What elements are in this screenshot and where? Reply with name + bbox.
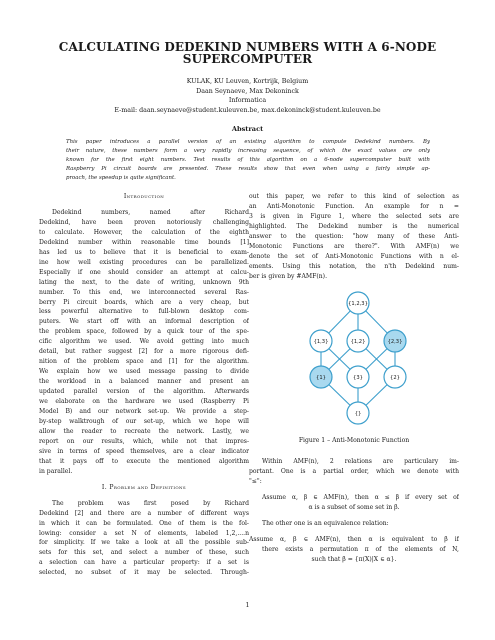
text-line: ber is given by #AMF(n). <box>249 272 328 280</box>
set-node-label: {3} <box>353 374 363 381</box>
text-line: by-step walktrough of our set-up, which we hope will <box>39 417 249 425</box>
text-line: denote the set of Anti-Monotonic Functions with n el- <box>249 252 459 260</box>
text-line: to calculate. However, the calculation of the eighth <box>39 228 249 236</box>
affiliation: KULAK, KU Leuven, Kortrijk, Belgium <box>186 78 309 85</box>
text-line: lating the next, to the date of writing, unknown 9th <box>39 278 249 286</box>
set-node-label: {1,2} <box>350 338 366 345</box>
text-line: portant. One is a partial order, which we denote with <box>249 467 459 475</box>
right-column-bottom <box>249 457 459 565</box>
text-line: answer to the question: "how many of these Anti- <box>249 232 459 240</box>
text-line: has led us to believe that it is beneficial to exam- <box>39 248 249 256</box>
abstract-line: Raspberry Pi circuit boards are presented. These results show that even when using a fairly simple ap- <box>66 165 430 172</box>
author-emails: E-mail: daan.seynaeve@student.kuleuven.be, max.dekoninck@student.kuleuven.be <box>114 106 381 114</box>
text-line: there exists a permutation π of the elements of N, <box>262 545 459 553</box>
abstract-line: their nature, these numbers form a very rapidly increasing sequence, of which the exact values are only <box>66 147 430 154</box>
anti-monotonic-function-diagram <box>299 285 417 435</box>
text-line: ements. Using this notation, the n'th Dedekind num- <box>249 262 459 270</box>
text-line: sive in terms of speed themselves, are a clear indicator <box>39 447 249 455</box>
abstract-heading: Abstract <box>231 125 264 133</box>
abstract-line: known for the first eight numbers. Test results of this algorithm on a 6-node supercomputer built with <box>66 156 430 163</box>
text-line: for simplicity. If we take a look at all the possible sub- <box>39 539 249 547</box>
text-line: lowing: consider a set N of elements, labeled 1,2,....n <box>39 529 249 537</box>
text-line: that it pays off to execute the mentioned algorithm <box>39 457 249 465</box>
title-line: SUPERCOMPUTER <box>182 52 313 66</box>
text-line: updated parallel version of the algorithm. Afterwards <box>39 388 249 396</box>
text-line: Dedekind numbers, named after Richard <box>52 208 249 216</box>
page-number: 1 <box>245 602 250 609</box>
set-node-label: {1,2,3} <box>348 300 368 307</box>
title-line: CALCULATING DEDEKIND NUMBERS WITH A 6-NODE <box>58 40 437 54</box>
text-line: a selection can have a particular property: if a set is <box>39 559 249 567</box>
text-line: Assume α, β ∈ AMF(n), then α ≤ β if every set of <box>262 493 459 501</box>
text-line: Dedekind, have been proven notoriously challenging <box>39 218 249 226</box>
text-line: Within AMF(n), 2 relations are particulary im- <box>262 458 459 465</box>
text-line: detail, but rather suggest [2] for a more rigorous defi- <box>39 348 249 356</box>
text-line: 3 is given in Figure 1, where the selected sets are <box>249 212 459 220</box>
section-heading: Introduction <box>123 193 165 200</box>
figure-caption: Figure 1 – Anti-Monotonic Function <box>298 437 410 444</box>
text-line: α is a subset of some set in β. <box>308 503 400 511</box>
text-line: Model B) and our network set-up. We provide a step- <box>39 408 249 416</box>
paper-title <box>40 41 455 65</box>
text-line: "≤": <box>249 477 262 485</box>
text-line: in which it can be formulated. One of them is the fol- <box>39 519 249 527</box>
section-heading: I. Problem and Definitions <box>101 483 187 491</box>
text-line: The problem was first posed by Richard <box>52 499 249 507</box>
text-line: report on our results, which, while not that impres- <box>39 437 249 445</box>
text-line: selected, no subset of it may be selected. Through- <box>39 569 249 577</box>
text-line: sets for this set, and select a number of these, such <box>39 549 249 557</box>
text-line: Dedekind number within reasonable time bounds [1] <box>39 238 249 246</box>
set-node-label: {} <box>354 410 362 417</box>
text-line: Especially if one should consider an attempt at calcu- <box>39 268 249 276</box>
author-names: Daan Seynaeve, Max Dekoninck <box>196 87 299 95</box>
text-line: we elaborate on the hardware we used (Raspberry Pi <box>39 398 249 406</box>
set-node-label: {2} <box>390 374 400 381</box>
text-line: the workload in a balanced manner and present an <box>39 378 249 386</box>
text-line: such that β = {π(X)|X ∈ α}. <box>311 555 397 563</box>
text-line: allow the reader to recreate the network. Lastly, we <box>39 427 249 435</box>
text-line: We explain how we used message passing to divide <box>39 368 249 376</box>
text-line: Dedekind [2] and there are a number of different ways <box>39 509 249 517</box>
text-line: cific algorithm we used. We avoid getting into much <box>39 338 249 346</box>
text-line: out this paper, we refer to this kind of selection as <box>249 193 459 200</box>
set-node-label: {2,3} <box>387 338 403 345</box>
text-line: number. To this end, we interconnected several Ras- <box>39 288 249 296</box>
text-line: less powerful alternative to full-blown desktop com- <box>39 308 249 316</box>
abstract-line: This paper introduces a parallel version of an existing algorithm to compute Dedekind numbers. By <box>66 139 430 145</box>
text-line: berry Pi circuit boards, which are a very cheap, but <box>39 298 249 306</box>
text-line: nition of the problem space and [1] for the algorithm. <box>39 358 249 366</box>
text-line: ine how well existing procedures can be parallelized. <box>39 258 249 266</box>
text-line: Monotonic Functions are there?". With AMF(n) we <box>249 242 459 250</box>
department: Informatica <box>228 97 267 105</box>
abstract-text <box>66 138 430 183</box>
author-block <box>40 77 455 115</box>
set-node-label: {1} <box>316 374 326 381</box>
left-column <box>39 192 249 578</box>
text-line: The other one is an equivalence relation: <box>262 519 389 527</box>
text-line: an Anti-Monotonic Function. An example for n = <box>249 202 459 210</box>
abstract-line: proach, the speedup is quite significant. <box>66 174 176 181</box>
text-line: in parallel. <box>39 467 73 475</box>
text-line: the problem space, followed by a quick tour of the spe- <box>39 328 249 336</box>
text-line: Assume α, β ∈ AMF(n), then α is equivalent to β if <box>249 535 459 543</box>
text-line: puters. We start off with an informal description of <box>39 318 249 326</box>
right-column-top <box>249 192 459 282</box>
text-line: highlighted. The Dedekind number is the numerical <box>249 222 459 230</box>
set-node-label: {1,3} <box>313 338 329 345</box>
